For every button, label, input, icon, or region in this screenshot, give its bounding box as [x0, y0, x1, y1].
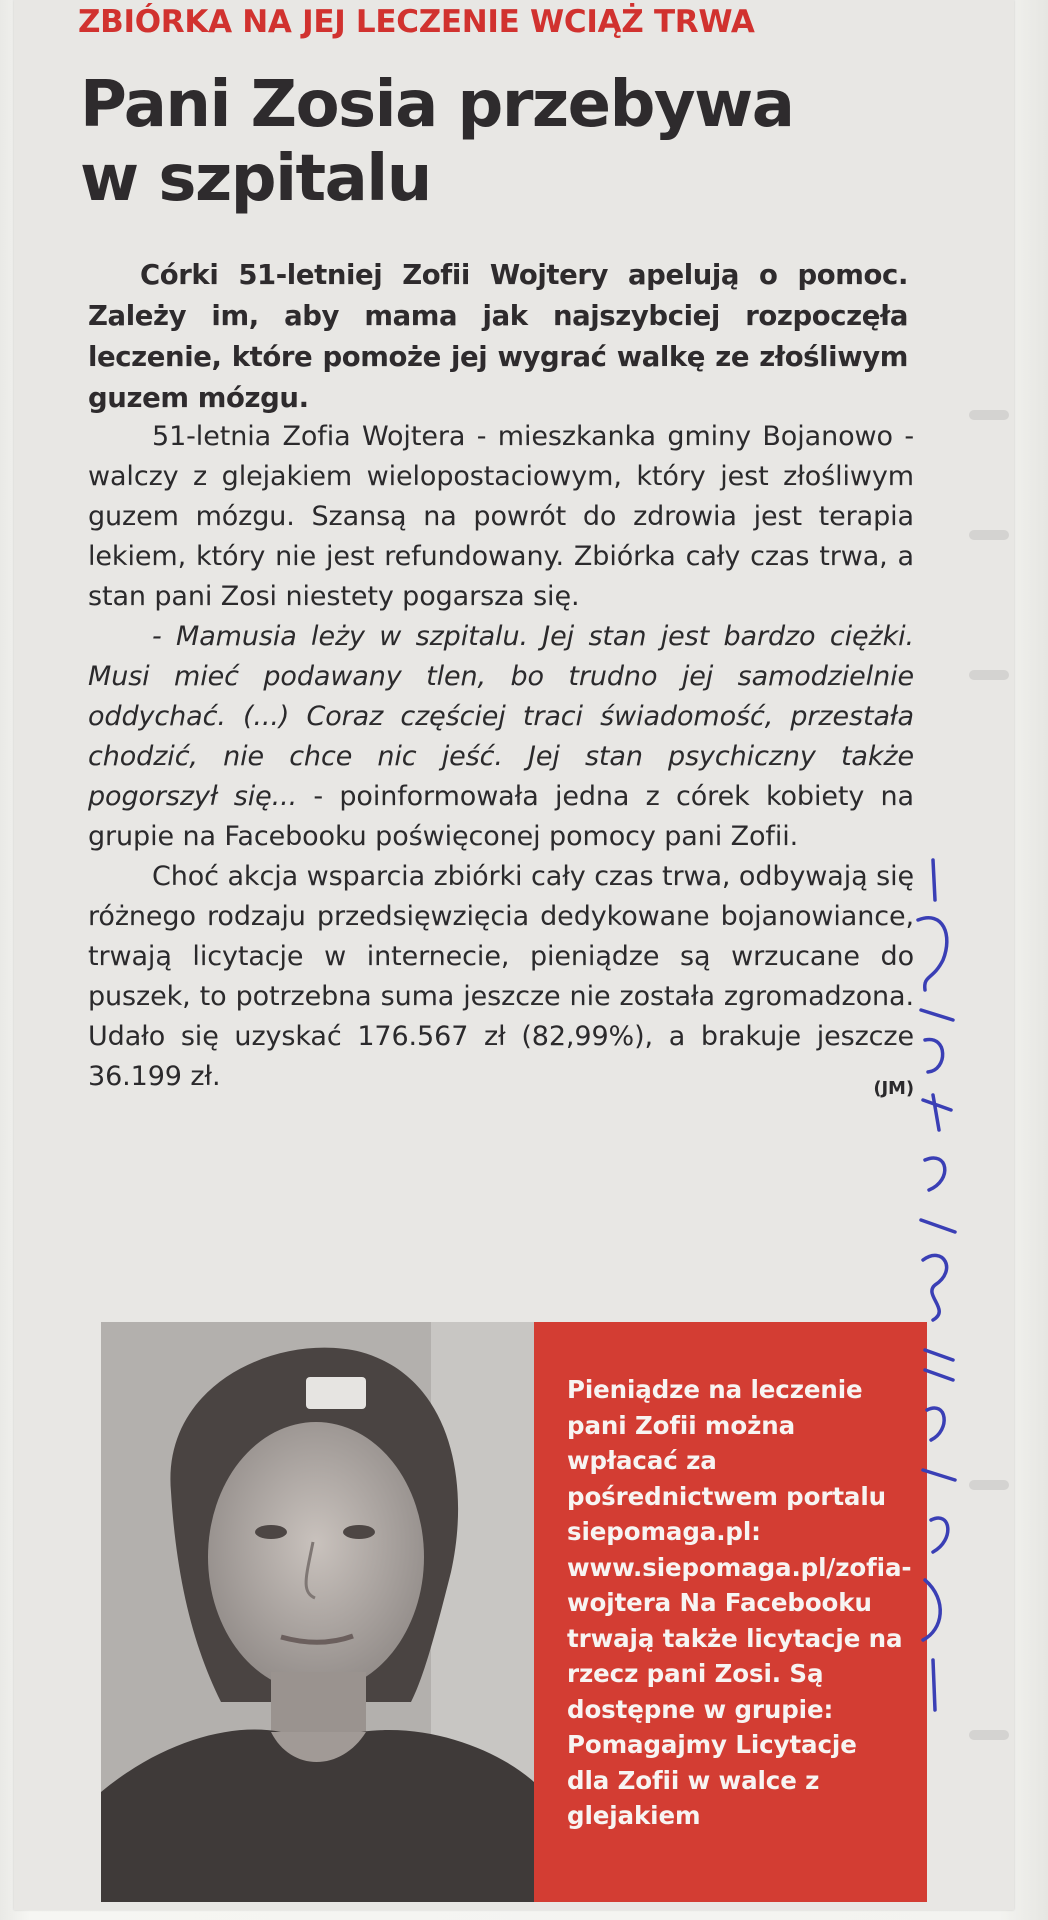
scan-mark	[969, 410, 1009, 420]
scan-mark	[969, 1730, 1009, 1740]
headline-line-2: w szpitalu	[80, 142, 431, 216]
portrait-photo-image	[101, 1322, 534, 1902]
paragraph-3-text: Choć akcja wsparcia zbiórki cały czas trwa, odbywają się różnego rodzaju przedsięwzięcia dedykowane bojanowiance, trwają licytacje w internecie, pieniądze są wrzucane do puszek, to potrzebna suma jeszcze nie została zgromadzona. Udało się uzyskać 176.567 zł (82,99%), a brakuje jeszcze 36.199 zł.	[88, 861, 914, 1092]
quote-text: - Mamusia leży w szpitalu. Jej stan jest bardzo ciężki. Musi mieć podawany tlen, bo trudno jej samodzielnie oddychać. (...) Coraz częściej traci świadomość, przestała chodzić, nie chce nic jeść. Jej stan psychiczny także pogorszył się...	[88, 621, 914, 812]
quote-attribution: - poinformowała jedna z córek kobiety na grupie na Facebooku poświęconej pomocy pani Zofii.	[88, 781, 915, 852]
paragraph-1	[88, 417, 914, 617]
article-lead	[88, 255, 908, 419]
portrait-photo	[101, 1322, 534, 1902]
scan-mark	[969, 530, 1009, 540]
headline-line-1: Pani Zosia przebywa	[80, 68, 794, 142]
scan-mark	[969, 1480, 1009, 1490]
paragraph-2	[88, 617, 914, 857]
paragraph-1-text: 51-letnia Zofia Wojtera - mieszkanka gminy Bojanowo - walczy z glejakiem wielopostaciowym, który jest złośliwym guzem mózgu. Szansą na powrót do zdrowia jest terapia lekiem, który nie jest refundowany. Zbiórka cały czas trwa, a stan pani Zosi niestety pogarsza się.	[88, 421, 914, 612]
article-kicker: ZBIÓRKA NA JEJ LECZENIE WCIĄŻ TRWA	[78, 4, 755, 40]
article-headline	[80, 68, 930, 216]
newspaper-clipping	[14, 0, 1014, 1910]
lead-text: Córki 51-letniej Zofii Wojtery apelują o pomoc. Zależy im, aby mama jak najszybciej rozpoczęła leczenie, które pomoże jej wygrać walkę ze złośliwym guzem mózgu.	[88, 259, 908, 414]
info-box	[534, 1322, 927, 1902]
info-box-text: Pieniądze na leczenie pani Zofii można wpłacać za pośrednictwem portalu siepomaga.pl: www.siepomaga.pl/zofia-wojtera Na Facebooku trwają także licytacje na rzecz pani Zosi. Są dostępne w grupie: Pomagajmy Licytacje dla Zofii w walce z glejakiem	[567, 1375, 912, 1830]
scan-mark	[969, 670, 1009, 680]
paragraph-3	[88, 857, 914, 1097]
author-signature: (JM)	[873, 1078, 914, 1099]
handwritten-annotation	[903, 840, 973, 1740]
article-body	[88, 417, 914, 1109]
